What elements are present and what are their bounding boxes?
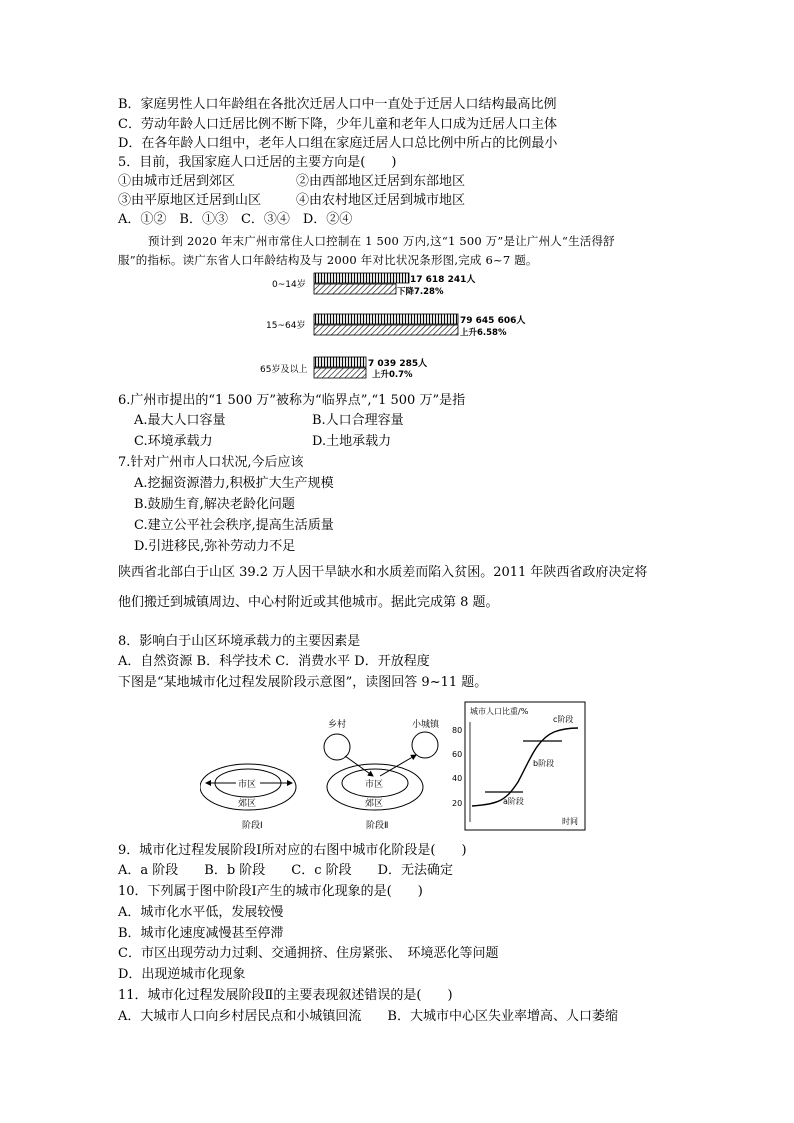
q6-option-a: A.最大人口容量 (134, 413, 226, 428)
q6-option-d: D.土地承载力 (312, 434, 392, 449)
q5-option-2: ②由西部地区迁居到东部地区 (296, 174, 466, 189)
intro-line-1: 预计到 2020 年末广州市常住人口控制在 1 500 万内,这“1 500 万”是让广州人“生活得舒 (148, 234, 615, 248)
age-label-15-64: 15~64岁 (266, 321, 306, 331)
stage2-suburb-label: 郊区 (365, 799, 384, 809)
q7-option-b: B.鼓励生育,解决老龄化问题 (134, 497, 295, 512)
q6-option-c: C.环境承载力 (134, 434, 213, 449)
urbanization-curve (472, 728, 578, 806)
question-5: 5．目前，我国家庭人口迁居的主要方向是( ) (118, 155, 397, 170)
q7-option-d: D.引进移民,弥补劳动力不足 (134, 539, 296, 554)
town-circle (412, 732, 438, 758)
stage1-label: 阶段Ⅰ (242, 821, 263, 831)
value-0-14: 17 618 241人 (410, 275, 476, 285)
town-label: 小城镇 (412, 720, 440, 730)
q10-option-a: A．城市化水平低，发展较慢 (118, 905, 284, 920)
question-9: 9．城市化过程发展阶段Ⅰ所对应的右图中城市化阶段是( ) (118, 843, 467, 858)
stage1-city-label: 市区 (238, 780, 257, 790)
q6-options-row2 (134, 433, 391, 451)
q5-options-row1 (118, 173, 465, 191)
curve-ylabel: 城市人口比重/% (470, 707, 529, 716)
q8-options: A．自然资源 B．科学技术 C．消费水平 D．开放程度 (118, 654, 430, 669)
stage1-suburb-label: 郊区 (238, 799, 257, 809)
q10-option-c: C．市区出现劳动力过剩、交通拥挤、住房紧张、 环境恶化等问题 (118, 946, 499, 961)
ytick-20: 20 (452, 799, 463, 808)
label-c-stage: c阶段 (553, 715, 574, 724)
age-label-0-14: 0~14岁 (272, 280, 306, 290)
ytick-60: 60 (452, 750, 463, 759)
change-65-plus: 上升0.7% (372, 370, 413, 380)
urbanization-figure (200, 700, 600, 835)
population-bar-figure (260, 270, 560, 380)
curve-xlabel: 时间 (562, 817, 578, 826)
change-0-14: 下降7.28% (397, 287, 444, 297)
q4-option-c: C．劳动年龄人口迁居比例不断下降，少年儿童和老年人口成为迁居人口主体 (118, 117, 557, 132)
q6-option-b: B.人口合理容量 (312, 413, 404, 428)
question-11: 11．城市化过程发展阶段Ⅱ的主要表现叙述错误的是( ) (118, 988, 453, 1003)
q5-option-3: ③由平原地区迁居到山区 (118, 193, 262, 208)
question-7: 7.针对广州市人口状况,今后应该 (118, 455, 304, 470)
question-6: 6.广州市提出的“1 500 万”被称为“临界点”,“1 500 万”是指 (118, 393, 466, 408)
q5-option-4: ④由农村地区迁居到城市地区 (296, 193, 466, 208)
intro-line-2: 服”的指标。读广东省人口年龄结构及与 2000 年对比状况条形图,完成 6~7 题。 (118, 253, 538, 267)
stage2-city-label: 市区 (365, 780, 384, 790)
village-label: 乡村 (328, 720, 347, 730)
q5-answers: A．①② B．①③ C．③④ D．②④ (118, 212, 353, 227)
age-label-65-plus: 65岁及以上 (260, 365, 308, 375)
village-circle (324, 734, 350, 760)
question-8: 8．影响白于山区环境承载力的主要因素是 (118, 634, 361, 649)
q4-option-b: B．家庭男性人口年龄组在各批次迁居人口中一直处于迁居人口结构最高比例 (118, 97, 557, 112)
bar-65-plus-change (314, 368, 366, 378)
q11-options-ab: A．大城市人口向乡村居民点和小城镇回流 B．大城市中心区失业率增高、人口萎缩 (118, 1009, 618, 1024)
value-65-plus: 7 039 285人 (368, 359, 428, 369)
passage-line-2: 他们搬迁到城镇周边、中心村附近或其他城市。据此完成第 8 题。 (118, 595, 499, 610)
q5-options-row2 (118, 192, 465, 210)
q10-option-d: D．出现逆城市化现象 (118, 967, 246, 982)
q4-option-d: D．在各年龄人口组中，老年人口组在家庭迁居人口总比例中所占的比例最小 (118, 136, 558, 151)
q5-option-1: ①由城市迁居到郊区 (118, 174, 236, 189)
question-10: 10．下列属于图中阶段Ⅰ产生的城市化现象的是( ) (118, 884, 423, 899)
q6-options-row1 (134, 412, 404, 430)
bar-15-64-change (314, 325, 458, 335)
bar-0-14-current (314, 273, 409, 283)
bar-65-plus-current (314, 357, 366, 367)
q7-option-c: C.建立公平社会秩序,提高生活质量 (134, 518, 334, 533)
q7-option-a: A.挖掘资源潜力,积极扩大生产规模 (134, 476, 334, 491)
label-b-stage: b阶段 (533, 759, 555, 768)
stage2-label: 阶段Ⅱ (366, 821, 389, 831)
ytick-40: 40 (452, 774, 463, 783)
ytick-80: 80 (452, 726, 463, 735)
value-15-64: 79 645 606人 (460, 316, 526, 326)
arrow-village-to-city (345, 756, 373, 776)
figure-intro: 下图是“某地城市化过程发展阶段示意图”，读图回答 9~11 题。 (118, 675, 488, 690)
passage-line-1: 陕西省北部白于山区 39.2 万人因干旱缺水和水质差而陷入贫困。2011 年陕西省政府决定将 (118, 565, 648, 580)
label-a-stage: a阶段 (503, 797, 524, 806)
bar-0-14-change (314, 284, 396, 294)
q9-options: A．a 阶段 B．b 阶段 C．c 阶段 D．无法确定 (118, 863, 454, 878)
bar-15-64-current (314, 314, 458, 324)
change-15-64: 上升6.58% (460, 328, 507, 338)
q10-option-b: B．城市化速度减慢甚至停滞 (118, 926, 284, 941)
